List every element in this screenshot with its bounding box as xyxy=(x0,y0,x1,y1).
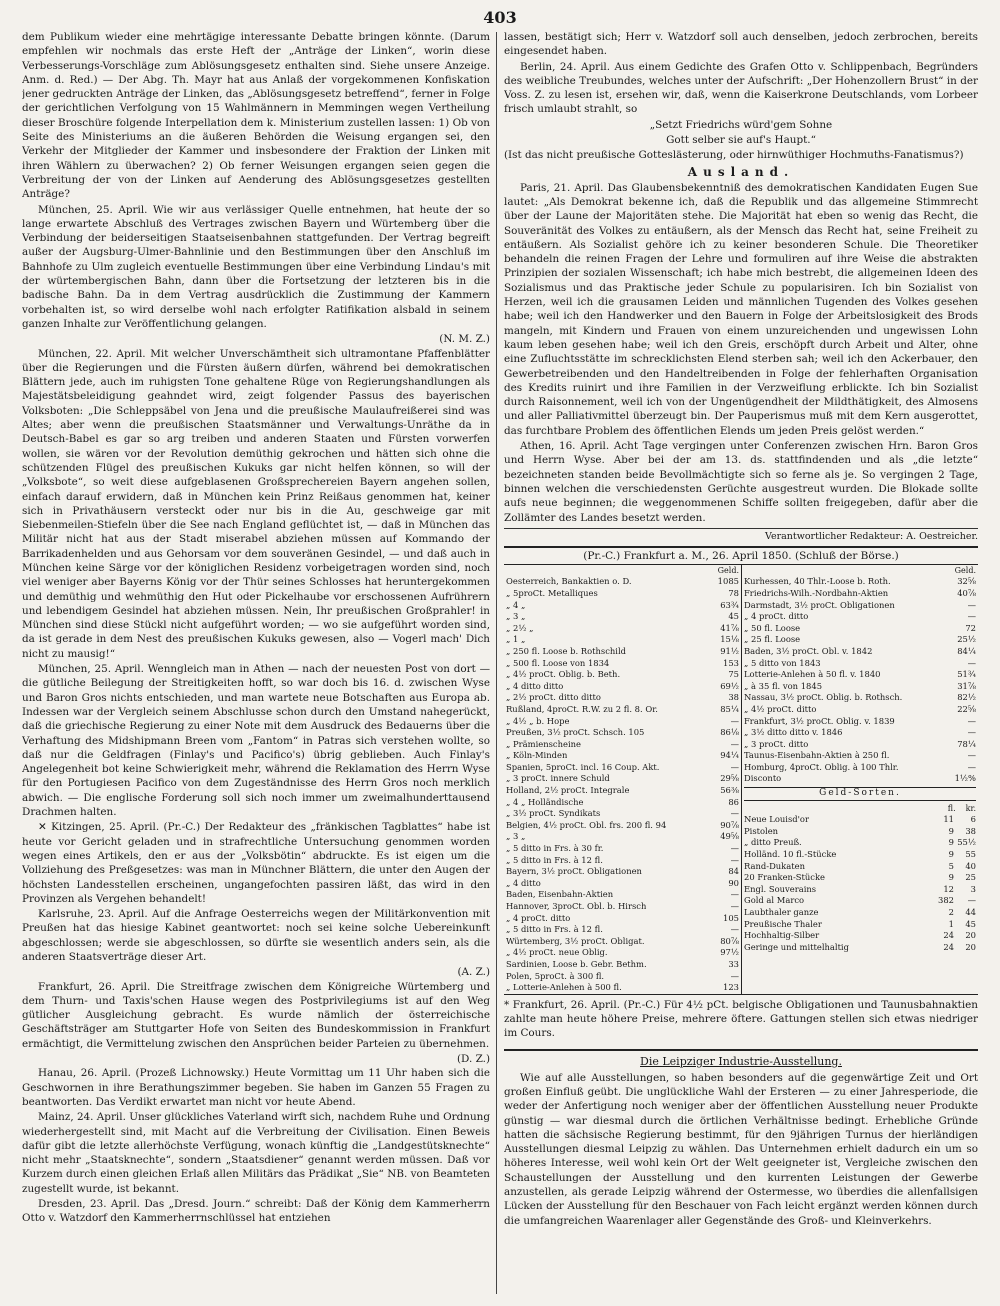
security-price: 84 xyxy=(728,866,739,877)
article-paragraph: Paris, 21. April. Das Glaubensbekenntniß des demokratischen Kandidaten Eugen Sue lautet: „Als Demokrat bekenne ich, daß die Republik und das allgemeine Stimmrecht über der Laune der Majoritäten stehe. Die Majorität hat eben so wenig das Recht, die Souveränität des Volkes zu entäußern, als der Mensch das Recht hat, seine Freiheit zu entäußern. Als Sozialist gehöre ich zu keiner besonderen Schule. Die Theoretiker behandeln die reinen Fragen der Lehre und formuliren auf ihre Weise die abstrakten Prinzipien der sozialen Wissenschaft; ich habe mich bestrebt, die allgemeinen Ideen des Sozialismus und das Praktische jeder Schule zu popularisiren. Ich bin Sozialist von Herzen, weil ich die grausamen Leiden und männlichen Tugenden des Volkes gesehen habe; weil ich den Handwerker und den Bauern in Folge der Arbeitslosigkeit des Brods mangeln, mit Kindern und Frauen von einem unzureichenden und ungewissen Lohn kaum leben gesehen habe; weil ich den Greis, erschöpft durch Arbeit und Alter, ohne eine Zufluchtsstätte im schrecklichsten Elend sterben sah; weil ich den Ackerbauer, den Gewerbetreibenden und den Handeltreibenden in Folge der fehlerhaften Organisation des Kredits ruinirt und ihre Familien in der Verzweiflung erblickte. Ich bin Sozialist durch Raisonnement, weil ich von der Ungenügendheit der Mildthätigkeit, des Almosens und aller Palliativmittel überzeugt bin. Der Pauperismus muß mit dem Kern ausgerottet, das furchtbare Problem des öffentlichen Elends um jeden Preis gelöst werden.“ xyxy=(504,181,978,437)
security-name: „ 3½ proCt. Syndikats xyxy=(506,808,601,819)
coin-name: Rand-Dukaten xyxy=(744,860,805,871)
market-row xyxy=(744,623,976,635)
security-name: „ 4 proCt. ditto xyxy=(744,611,809,622)
market-row xyxy=(744,704,976,716)
source-attribution: (N. M. Z.) xyxy=(439,333,490,346)
coin-name: 20 Franken-Stücke xyxy=(744,872,825,883)
market-row xyxy=(506,773,739,785)
right-column xyxy=(504,30,978,1298)
article-paragraph: (Ist das nicht preußische Gotteslästerung, oder hirnwüthiger Hochmuths-Fanatismus?) xyxy=(504,149,964,162)
market-row xyxy=(744,576,976,588)
security-name: „ 5 ditto in Frs. à 12 fl. xyxy=(506,924,603,935)
security-price: 29⅝ xyxy=(720,773,739,784)
market-row xyxy=(744,600,976,612)
coin-kreuzer: 44 xyxy=(965,907,976,918)
market-row xyxy=(506,866,739,878)
article-paragraph: Dresden, 23. April. Das „Dresd. Journ.“ schreibt: Daß der König dem Kammerherrn Otto v. Watzdorf den Kammerherrnschlüssel hat entziehen xyxy=(22,1198,490,1225)
coin-row xyxy=(744,849,976,861)
security-price: 123 xyxy=(723,982,739,993)
security-name: „ 5 ditto in Frs. à 30 fr. xyxy=(506,843,604,854)
geld-label: Geld. xyxy=(717,565,739,575)
security-name: „ 3½ ditto ditto v. 1846 xyxy=(744,727,843,738)
market-row xyxy=(506,971,739,983)
market-row xyxy=(744,773,976,785)
security-price: 25½ xyxy=(957,634,976,645)
security-price: 78¼ xyxy=(957,738,976,749)
security-price: 56⅜ xyxy=(720,785,739,796)
market-row xyxy=(744,588,976,600)
coin-row xyxy=(744,837,976,849)
market-row xyxy=(506,576,739,588)
coin-row xyxy=(744,884,976,896)
security-name: Taunus-Eisenbahn-Aktien à 250 fl. xyxy=(744,750,890,761)
coin-florin: 24 xyxy=(943,941,954,952)
editor-line: Verantwortlicher Redakteur: A. Oestreicher. xyxy=(504,528,978,542)
market-row xyxy=(744,750,976,762)
security-name: Baden, 3½ proCt. Obl. v. 1842 xyxy=(744,645,873,656)
market-row xyxy=(744,739,976,751)
security-price: 90 xyxy=(728,877,739,888)
geld-sorten-header xyxy=(744,803,976,815)
security-price: — xyxy=(730,761,739,772)
coin-florin: 12 xyxy=(943,883,954,894)
coin-florin: 1 xyxy=(948,918,954,929)
coin-florin: 9 xyxy=(948,849,954,860)
coin-row xyxy=(744,861,976,873)
security-name: Lotterie-Anlehen à 50 fl. v. 1840 xyxy=(744,669,881,680)
security-name: „ Köln-Minden xyxy=(506,750,568,761)
coin-row xyxy=(744,907,976,919)
security-price: 49⅝ xyxy=(720,831,739,842)
security-name: „ Lotterie-Anlehen à 500 fl. xyxy=(506,982,622,993)
industrie-text: Wie auf alle Ausstellungen, so haben besonders auf die gegenwärtige Zeit und Ort großen Einfluß geübt. Die unglückliche Wahl der Ersteren — zu einer Jahresperiode, die weder der Anfertigung noch weniger aber der öffentlichen Ausstellung neuer Produkte günstig — war diesmal durch die örtlichen Verhältnisse bedingt. Erhebliche Gründe hatten die sächsische Regierung bestimmt, für den 9jährigen Turnus der hierländigen Ausstellungen diesmal Leipzig zu wählen. Das Unternehmen erhielt dadurch ein um so höheres Interesse, weil wohl kein Ort der Welt geeigneter ist, Vergleiche zwischen den Schaustellungen der Ausstellung und den kurrenten Leistungen der Gewerbe anzustellen, als gerade Leipzig während der Ostermesse, wo überdies die allenfallsigen Lücken der Ausstellung für den Beschauer von Fach leicht ergänzt werden können durch die umfangreichen Waarenlager aller Gegenstände des Groß- und Kleinverkehrs. xyxy=(504,1071,978,1227)
coin-name: Engl. Souverains xyxy=(744,883,817,894)
security-name: Oesterreich, Bankaktien o. D. xyxy=(506,576,632,587)
security-name: „ 4½ „ b. Hope xyxy=(506,715,570,726)
market-row xyxy=(506,913,739,925)
industrie-title-text: Die Leipziger Industrie-Ausstellung. xyxy=(640,1054,842,1068)
security-name: Holland, 2½ proCt. Integrale xyxy=(506,785,630,796)
security-name: Sardinien, Loose b. Gebr. Bethm. xyxy=(506,958,647,969)
market-row xyxy=(506,924,739,936)
security-name: „ 25 fl. Loose xyxy=(744,634,801,645)
coin-row xyxy=(744,814,976,826)
section-heading: Ausland. xyxy=(687,164,795,179)
market-row xyxy=(506,901,739,913)
security-name: „ 500 fl. Loose von 1834 xyxy=(506,657,610,668)
security-name: „ 2½ proCt. ditto ditto xyxy=(506,692,601,703)
coin-row xyxy=(744,895,976,907)
market-right-column xyxy=(741,565,978,994)
security-name: „ à 35 fl. von 1845 xyxy=(744,680,823,691)
source-attribution: (D. Z.) xyxy=(456,1053,490,1066)
market-row xyxy=(506,982,739,994)
security-price: 153 xyxy=(723,657,739,668)
coin-name: Hochhaltig-Silber xyxy=(744,930,820,941)
security-name: Nassau, 3½ proCt. Oblig. b. Rothsch. xyxy=(744,692,903,703)
security-name: „ 4 ditto xyxy=(506,877,541,888)
security-name: Preußen, 3½ proCt. Schsch. 105 xyxy=(506,727,645,738)
article-paragraph: Mainz, 24. April. Unser glückliches Vaterland wirft sich, nachdem Ruhe und Ordnung wiederhergestellt sind, mit Macht auf die Verbreitung der Civilisation. Einen Beweis dafür gibt die letzte allerhöchste Verfügung, wonach künftig die „Landgestütsknechte“ nicht mehr „Staatsknechte“, sondern „Staatsdiener“ genannt werden müssen. Daß vor Kurzem durch einen gleichen Erlaß allen Militärs das Prädikat „Sie“ NB. von Beamteten zugestellt wurde, ist bekannt. xyxy=(22,1111,490,1195)
security-price: 31⅞ xyxy=(957,680,976,691)
security-name: Würtemberg, 3½ proCt. Obligat. xyxy=(506,935,645,946)
market-row xyxy=(506,797,739,809)
security-price: 82½ xyxy=(957,692,976,703)
coin-florin: 9 xyxy=(948,872,954,883)
market-row xyxy=(506,716,739,728)
security-price: 80⅞ xyxy=(720,935,739,946)
coin-name: Preußische Thaler xyxy=(744,918,822,929)
security-name: Spanien, 5proCt. incl. 16 Coup. Akt. xyxy=(506,761,660,772)
security-price: 78 xyxy=(728,587,739,598)
security-name: „ 3 „ xyxy=(506,831,526,842)
security-name: Frankfurt, 3½ proCt. Oblig. v. 1839 xyxy=(744,715,895,726)
geld-label-right: Geld. xyxy=(954,565,976,575)
column-divider xyxy=(496,32,497,1294)
security-name: „ 3 proCt. innere Schuld xyxy=(506,773,610,784)
security-price: 45 xyxy=(728,611,739,622)
coin-name: Pistolen xyxy=(744,825,779,836)
security-price: — xyxy=(967,727,976,738)
market-row xyxy=(744,692,976,704)
coin-kreuzer: 38 xyxy=(965,825,976,836)
coin-kreuzer: 40 xyxy=(965,860,976,871)
article-paragraph: ✕ Kitzingen, 25. April. (Pr.-C.) Der Redakteur des „fränkischen Tagblattes“ habe ist heute vor Gericht geladen und in strafrechtliche Untersuchung genommen worden wegen eines Artikels, den er aus der „Volksbötin“ abdruckte. Es ist eigen um die Vollziehung des Preßgesetzes: was man in Münchner Blättern, die unter den Augen der höchsten Landesstellen erscheinen, ungangefochten passiren läßt, das wird in den Provinzen als Vergehen behandelt! xyxy=(22,821,490,905)
security-name: „ 4½ proCt. neue Oblig. xyxy=(506,947,608,958)
coin-florin: 5 xyxy=(948,860,954,871)
right-column-articles xyxy=(504,30,978,525)
market-row xyxy=(506,727,739,739)
security-name: Disconto xyxy=(744,773,782,784)
market-row xyxy=(506,878,739,890)
security-price: 75 xyxy=(728,669,739,680)
security-price: 33 xyxy=(728,958,739,969)
security-name: „ 50 fl. Loose xyxy=(744,622,801,633)
coin-kreuzer: 25 xyxy=(965,872,976,883)
security-name: „ 3 proCt. ditto xyxy=(744,738,809,749)
market-row xyxy=(506,947,739,959)
security-name: Hannover, 3proCt. Obl. b. Hirsch xyxy=(506,901,647,912)
security-name: „ 5proCt. Metalliques xyxy=(506,587,598,598)
article-paragraph: Gott selber sie auf's Haupt.“ xyxy=(666,134,816,147)
security-price: 86 xyxy=(728,796,739,807)
security-name: „ 4 „ Holländische xyxy=(506,796,584,807)
market-row xyxy=(506,936,739,948)
article-paragraph: Hanau, 26. April. (Prozeß Lichnowsky.) Heute Vormittag um 11 Uhr haben sich die Geschwornen in ihre Berathungszimmer begeben. Sie haben im Ganzen 55 Fragen zu beantworten. Das Verdikt erwartet man nicht vor heute Abend. xyxy=(22,1067,490,1108)
security-name: Kurhessen, 40 Thlr.-Loose b. Roth. xyxy=(744,576,891,587)
left-column xyxy=(22,30,490,1298)
coin-kreuzer: 20 xyxy=(965,930,976,941)
coin-name: Gold al Marco xyxy=(744,895,805,906)
article-paragraph: dem Publikum wieder eine mehrtägige interessante Debatte bringen könnte. (Darum empfehlen wir nochmals das erste Heft der „Anträge der Linken“, worin diese Verbesserungs-Vorschläge zum Ablösungsgesetz enthalten sind. Siehe unsere Anzeige. Anm. d. Red.) — Der Abg. Th. Mayr hat aus Anlaß der vorgekommenen Konfiskation jener gedruckten Anträge der Linken, das „Ablösungsgesetz betreffend“, ferner in Folge der gerichtlichen Verfolgung von 15 Wahlmännern in Memmingen wegen Vertheilung dieser Broschüre folgende Interpellation dem k. Ministerium zustellen lassen: 1) Ob von Seite des Ministeriums an die äußeren Behörden die Weisung ergangen sei, den Verkehr der Mitglieder der Kammer und insbesondere der Fraktion der Linken mit ihren Wählern zu überwachen? 2) Ob ferner Weisungen ergangen seien gegen die Verbreitung der von der Linken auf Aenderung des Ablösungsgesetzes gestellten Anträge? xyxy=(22,31,490,201)
market-row xyxy=(506,808,739,820)
market-row xyxy=(744,658,976,670)
security-price: 41⅞ xyxy=(720,622,739,633)
security-name: Rußland, 4proCt. R.W. zu 2 fl. 8. Or. xyxy=(506,703,658,714)
security-name: „ 4 proCt. ditto xyxy=(506,912,571,923)
coin-kreuzer: 55½ xyxy=(957,837,976,848)
security-price: 97½ xyxy=(720,947,739,958)
article-paragraph: Berlin, 24. April. Aus einem Gedichte des Grafen Otto v. Schlippenbach, Begründers des weibliche Treubundes, welches unter der Aufschrift: „Der Hohenzollern Brust“ in der Voss. Z. zu lesen ist, ersehen wir, daß, wenn die Kaiserkrone Deutschlands, vom Lorbeer frisch umlaubt strahlt, so xyxy=(504,60,978,116)
geld-sorten-title: Geld-Sorten. xyxy=(744,787,976,801)
market-row xyxy=(744,727,976,739)
market-row xyxy=(506,843,739,855)
security-price: 91½ xyxy=(720,645,739,656)
market-row xyxy=(744,716,976,728)
market-row xyxy=(506,646,739,658)
market-row xyxy=(506,750,739,762)
coin-row xyxy=(744,872,976,884)
security-price: — xyxy=(967,599,976,610)
market-row xyxy=(506,634,739,646)
security-price: — xyxy=(730,738,739,749)
security-price: 40⅞ xyxy=(957,587,976,598)
coin-kreuzer: 6 xyxy=(970,814,976,825)
security-price: 72 xyxy=(965,622,976,633)
coin-row xyxy=(744,919,976,931)
security-price: — xyxy=(967,657,976,668)
security-name: „ 4½ proCt. Oblig. b. Beth. xyxy=(506,669,621,680)
coin-row xyxy=(744,826,976,838)
market-row xyxy=(506,623,739,635)
coin-florin: 2 xyxy=(948,907,954,918)
market-row xyxy=(506,889,739,901)
security-price: 32⅝ xyxy=(957,576,976,587)
coin-name: Holländ. 10 fl.-Stücke xyxy=(744,849,837,860)
security-price: — xyxy=(730,843,739,854)
security-name: „ 4½ proCt. ditto xyxy=(744,703,817,714)
market-row xyxy=(506,785,739,797)
security-name: „ 3 „ xyxy=(506,611,526,622)
article-paragraph: Frankfurt, 26. April. Die Streitfrage zwischen dem Königreiche Würtemberg und dem Thurn- und Taxis'schen Hause wegen des Postprivilegiums ist auf den Weg gütlicher Ausgleichung gebracht. Es wurde nämlich der österreichische Geschäftsträger am Stuttgarter Hofe von Seiten des Bundeskommission in Frankfurt ermächtigt, die Vermittelung zwischen den Ansprüchen beider Parteien zu übernehmen. xyxy=(22,980,490,1050)
coin-kreuzer: 3 xyxy=(970,883,976,894)
security-price: 63¾ xyxy=(720,599,739,610)
security-price: 22⅝ xyxy=(957,703,976,714)
coin-kreuzer: 55 xyxy=(965,849,976,860)
security-name: Polen, 5proCt. à 300 fl. xyxy=(506,970,605,981)
market-row xyxy=(506,704,739,716)
coin-name: Geringe und mittelhaltig xyxy=(744,941,849,952)
security-price: 90⅞ xyxy=(720,819,739,830)
article-paragraph: München, 25. April. Wie wir aus verlässiger Quelle entnehmen, hat heute der so lange erwartete Abschluß des Vertrages zwischen Bayern und Würtemberg über die Verbindung der beiderseitigen Staatseisenbahnen stattgefunden. Der Vertrag begreift außer der Augsburg-Ulmer-Bahnlinie und den Bestimmungen über den Anschluß im Bahnhofe zu Ulm zugleich eventuelle Bestimmungen über eine Verbindung Lindau's mit der würtembergischen Bahn, dann über die Fortsetzung der letzteren bis in die badische Bahn. Da in dem Vertrag ausdrücklich die Zustimmung der Kammern vorbehalten ist, so wird derselbe wohl nach erfolgter Ratifikation alsbald in seinem ganzen Inhalte zur Veröffentlichung gelangen. xyxy=(22,203,490,330)
security-price: — xyxy=(730,901,739,912)
security-name: „ 250 fl. Loose b. Rothschild xyxy=(506,645,627,656)
coin-row xyxy=(744,942,976,954)
security-name: Darmstadt, 3½ proCt. Obligationen xyxy=(744,599,895,610)
coin-name: Neue Louisd'or xyxy=(744,814,809,825)
coin-kreuzer: — xyxy=(967,895,976,906)
market-row xyxy=(744,611,976,623)
coin-florin: 9 xyxy=(948,825,954,836)
security-price: — xyxy=(730,924,739,935)
security-price: — xyxy=(730,889,739,900)
article-paragraph: Karlsruhe, 23. April. Auf die Anfrage Oesterreichs wegen der Militärkonvention mit Preußen hat das hiesige Kabinet geantwortet: noch sei keine solche Uebereinkunft abgeschlossen; werde sie abgeschlossen, so dürfte sie wesentlich anders sein, als die anderen Staatsverträge dieser Art. xyxy=(22,908,490,963)
market-table xyxy=(504,565,978,995)
article-paragraph: München, 25. April. Wenngleich man in Athen — nach der neuesten Post von dort — die gütliche Beilegung der Streitigkeiten hofft, so war doch bis 16. d. zwischen Wyse und Baron Gros nichts entschieden, und man wartete neue Botschaften aus Europa ab. Indessen war der Vergleich seinem Abschlusse schon durch den Umstand nahegerückt, daß die griechische Regierung zu einer Note mit dem Ausdruck des Bedauerns über die Verhaftung des Midshipmann Breen vom „Fantom“ in Patras sich verstehen wollte, so daß nur die Geldfragen (Finlay's und Pacifico's) übrig geblieben. Auch Finlay's Angelegenheit bot keine Schwierigkeit mehr, während die Reklamation des Herrn Wyse für den Portugiesen Pacifico von dem Zugeständnisse des Herrn Gros noch merklich abwich. — Die englische Forderung soll sich noch immer um zweimalhunderttausend Drachmen halten. xyxy=(22,663,490,819)
security-name: „ 1 „ xyxy=(506,634,526,645)
market-row xyxy=(506,959,739,971)
coin-row xyxy=(744,930,976,942)
article-paragraph: lassen, bestätigt sich; Herr v. Watzdorf soll auch denselben, jedoch zerbrochen, bereits eingesendet haben. xyxy=(504,31,978,58)
security-price: 51¾ xyxy=(957,669,976,680)
security-name: Baden, Eisenbahn-Aktien xyxy=(506,889,614,900)
security-price: — xyxy=(730,715,739,726)
security-price: — xyxy=(730,970,739,981)
market-row xyxy=(744,634,976,646)
market-row xyxy=(506,692,739,704)
security-name: „ Prämienscheine xyxy=(506,738,581,749)
market-row xyxy=(506,681,739,693)
market-row xyxy=(506,658,739,670)
security-price: 1½% xyxy=(954,773,976,784)
coin-name: Laubthaler ganze xyxy=(744,907,819,918)
market-row xyxy=(744,646,976,658)
market-left-column xyxy=(504,565,741,994)
market-row xyxy=(506,611,739,623)
market-row xyxy=(506,669,739,681)
security-name: Friedrichs-Wilh.-Nordbahn-Aktien xyxy=(744,587,889,598)
security-price: — xyxy=(967,715,976,726)
security-name: „ 5 ditto in Frs. à 12 fl. xyxy=(506,854,603,865)
market-header: (Pr.-C.) Frankfurt a. M., 26. April 1850. (Schluß der Börse.) xyxy=(504,546,978,565)
security-price: 69½ xyxy=(720,680,739,691)
market-row xyxy=(506,855,739,867)
security-price: 38 xyxy=(728,692,739,703)
security-name: „ 4 „ xyxy=(506,599,526,610)
coin-kreuzer: 20 xyxy=(965,941,976,952)
security-price: — xyxy=(730,854,739,865)
market-row xyxy=(744,681,976,693)
coin-florin: 9 xyxy=(948,837,954,848)
security-price: 105 xyxy=(723,912,739,923)
coin-name: „ ditto Preuß. xyxy=(744,837,802,848)
source-attribution: (A. Z.) xyxy=(457,966,490,979)
coin-florin: 382 xyxy=(938,895,954,906)
security-price: — xyxy=(730,808,739,819)
security-name: Bayern, 3½ proCt. Obligationen xyxy=(506,866,642,877)
article-paragraph: „Setzt Friedrichs würd'gem Sohne xyxy=(649,118,833,131)
market-note: * Frankfurt, 26. April. (Pr.-C.) Für 4½ pCt. belgische Obligationen und Taunusbahnaktien zahlte man heute höhere Preise, mehrere öftere. Gattungen stellen sich etwas niedriger im Cours. xyxy=(504,998,978,1040)
security-price: 1085 xyxy=(717,576,739,587)
market-row xyxy=(506,831,739,843)
market-row xyxy=(506,820,739,832)
coin-florin: 24 xyxy=(943,930,954,941)
market-row xyxy=(744,669,976,681)
security-price: 84¼ xyxy=(957,645,976,656)
security-price: — xyxy=(967,611,976,622)
article-paragraph: München, 22. April. Mit welcher Unverschämtheit sich ultramontane Pfaffenblätter über die Regierungen und die Fürsten äußern dürfen, während bei demokratischen Blättern jede, auch im ruhigsten Tone gehaltene Rüge von Regierungshandlungen als Majestätsbeleidigung geahndet wird, zeigt folgender Passus des bayerischen Volksboten: „Die Schleppsäbel von Jena und die preußische Maulaufreißerei sind was Altes; aber wenn die preußischen Staatsmänner und Verwaltungs-Unräthe da in Deutsch-Babel es gar so arg treiben und anderen Staaten und Fürsten vorwerfen wollen, sie wären vor der Revolution demüthig gekrochen und hätten sich ohne die schützenden Flügel des preußischen Kukuks gar nicht helfen können, so will der „Volksbote“, so weit diese aufgeblasenen Großsprechereien Bayern angehen sollen, einfach darauf erwidern, daß in München kein Prinz Reißaus genommen hat, keiner sich in Privathäusern versteckt oder nur bis in die Au, geschweige gar mit Siebenmeilen-Stiefeln über die See nach England geflüchtet ist, — daß in München das Militär nicht hat aus der Stadt miserabel abziehen müssen auf Kommando der Barrikadenhelden und aus Gehorsam vor dem souveränen Gesindel, — und daß auch in München keine Särge vor der königlichen Residenz vorbeigetragen worden sind, noch viel weniger aber Bayerns König vor der Thür seines Schlosses hat heruntergekommen und demüthig und wehmüthig den Hut oder Pickelhaube vor erschossenen Aufrührern und lebendigem Gesindel hat abziehen müssen. Nein, Ihr preußischen Großprahler! in München sind diese Stückl nicht aufgeführt worden; — wo sie aufgeführt worden sind, da ist gerade in dem Nest des preußischen Kukuks gewesen, also — Vogerl mach' Dich nicht zu mausig!“ xyxy=(22,347,490,660)
security-name: Homburg, 4proCt. Oblig. à 100 Thlr. xyxy=(744,761,899,772)
market-row xyxy=(506,739,739,751)
market-row xyxy=(506,762,739,774)
security-name: „ 4 ditto ditto xyxy=(506,680,564,691)
market-row xyxy=(744,762,976,774)
security-price: 94¼ xyxy=(720,750,739,761)
security-name: Belgien, 4½ proCt. Obl. frs. 200 fl. 94 xyxy=(506,819,667,830)
security-name: „ 5 ditto von 1843 xyxy=(744,657,821,668)
market-row xyxy=(506,588,739,600)
security-price: 86⅛ xyxy=(720,727,739,738)
coin-kreuzer: 45 xyxy=(965,918,976,929)
market-row xyxy=(506,600,739,612)
security-price: 15⅛ xyxy=(720,634,739,645)
page-number: 403 xyxy=(483,8,517,27)
security-price: — xyxy=(967,761,976,772)
geld-sorten-col-kr: kr. xyxy=(965,803,976,813)
article-paragraph: Athen, 16. April. Acht Tage vergingen unter Conferenzen zwischen Hrn. Baron Gros und Herrn Wyse. Aber bei der am 13. ds. stattfindenden und als „die letzte“ bezeichneten standen beide Bevollmächtigte sich so ferne als je. So vergingen 2 Tage, binnen welchen die verschiedensten Gerüchte ausgestreut wurden. Die Blokade sollte aufs neue beginnen; die weggenommenen Schiffe sollten freigegeben, dafür aber die Zollämter des Landes besetzt werden. xyxy=(504,440,978,524)
security-price: — xyxy=(967,750,976,761)
coin-florin: 11 xyxy=(943,814,954,825)
security-name: „ 2½ „ xyxy=(506,622,534,633)
industrie-title xyxy=(504,1049,978,1068)
security-price: 85¼ xyxy=(720,703,739,714)
geld-sorten-col-fl: fl. xyxy=(947,803,956,813)
